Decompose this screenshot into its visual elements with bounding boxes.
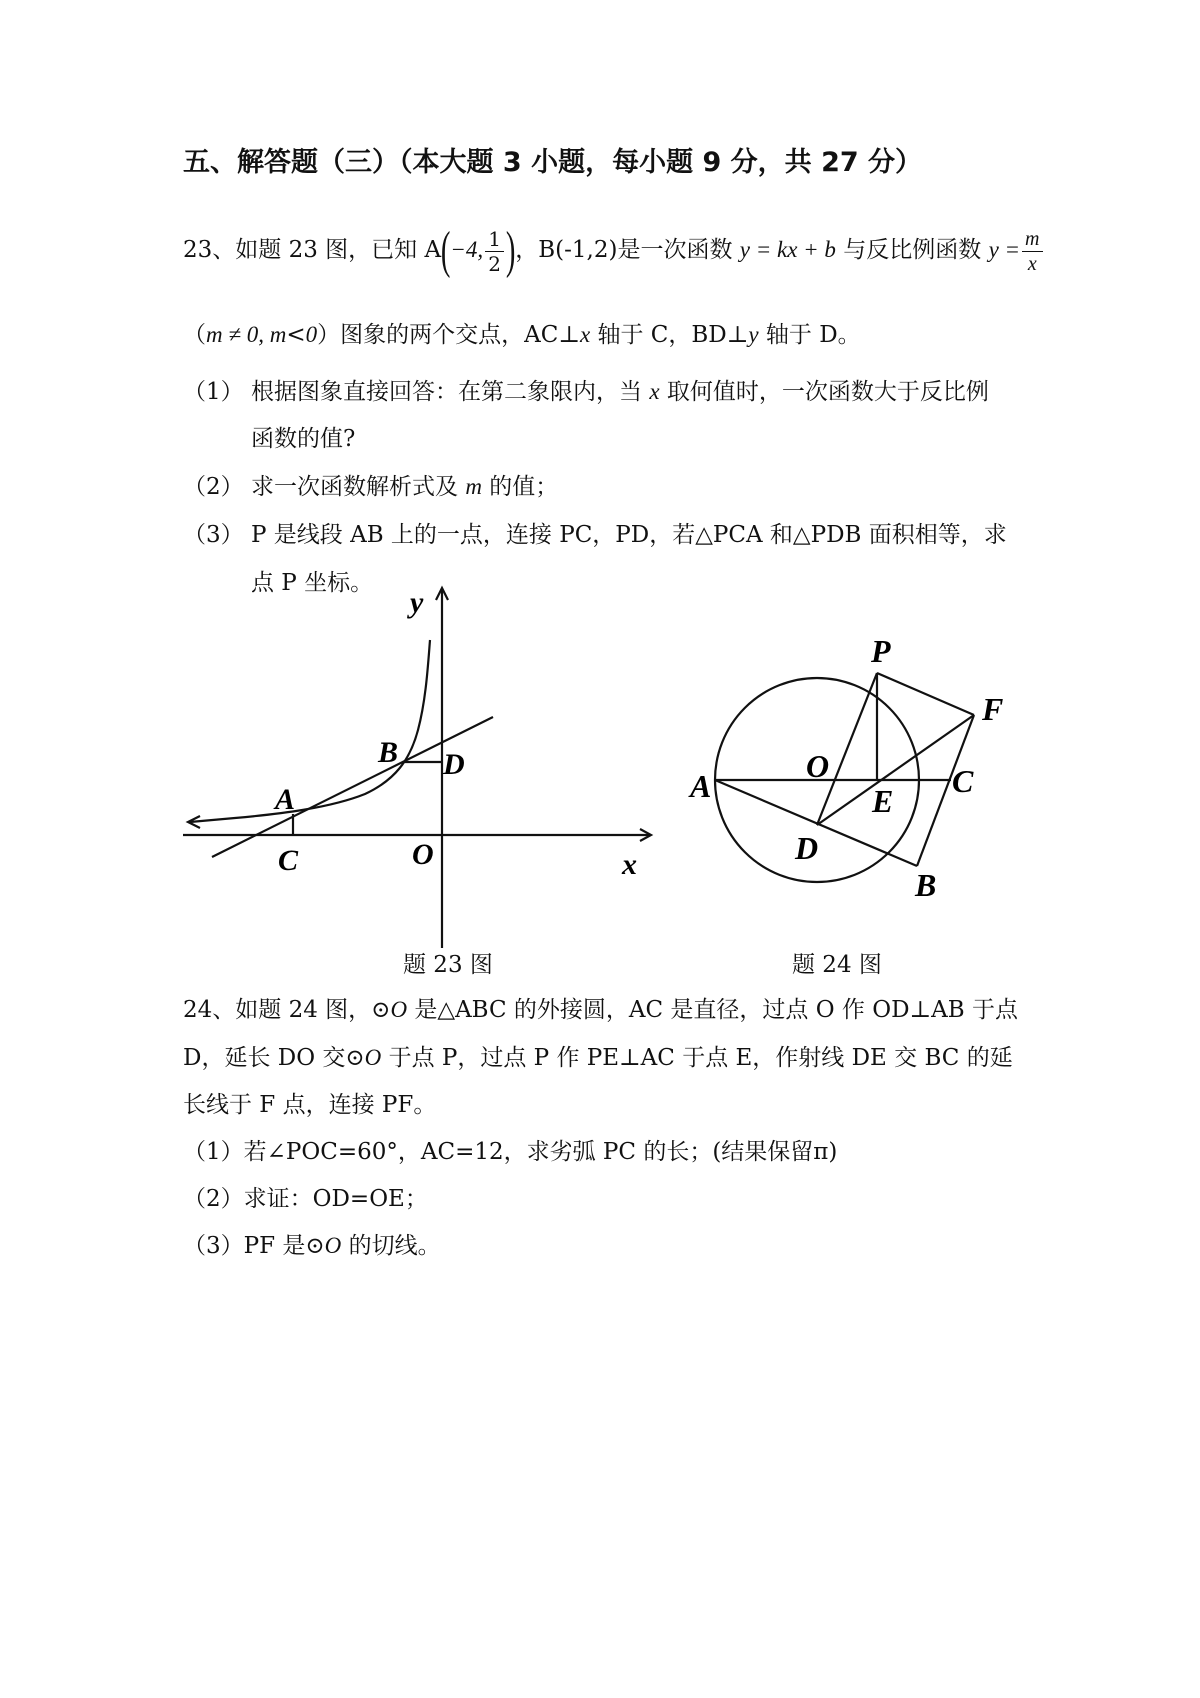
part2-text-a: 求一次函数解析式及 — [251, 474, 458, 500]
part1-text-b: 取何值时，一次函数大于反比例 — [666, 379, 989, 405]
part2-m: m — [465, 474, 482, 499]
label-a2: A — [690, 768, 712, 804]
fig23-caption: 题 23 图 — [403, 952, 493, 978]
cond-zero: 0 — [305, 322, 318, 347]
q23-part1-cont: 函数的值? — [251, 426, 356, 452]
paren-close: ) — [505, 222, 516, 279]
label-c: C — [278, 844, 299, 877]
label-f: F — [982, 691, 1004, 727]
q24-stem-line1 — [183, 995, 1018, 1025]
q24-l2-a: D，延长 DO 交⊙ — [183, 1045, 365, 1071]
point-a-x: −4, — [450, 237, 484, 262]
cond-x: x — [579, 322, 591, 347]
q24-l1-a: 24、如题 24 图，⊙ — [183, 997, 391, 1023]
part3-text-a: P 是线段 AB 上的一点，连接 PC，PD，若△PCA 和△PDB 面积相等，求 — [251, 522, 1007, 548]
q23-intro-c: 与反比例函数 — [843, 237, 982, 263]
label-c2: C — [952, 763, 974, 799]
q24-l2-o: O — [364, 1045, 382, 1070]
q23-part3-cont: 点 P 坐标。 — [251, 570, 374, 596]
q24-s3-a: （3）PF 是⊙ — [183, 1233, 325, 1259]
cond-rest3: 轴于 D。 — [765, 322, 861, 348]
segment-pf — [877, 673, 974, 715]
a-y-denominator: 2 — [488, 251, 501, 276]
label-b: B — [378, 736, 399, 769]
inverse-numerator: m — [1022, 227, 1042, 252]
section-title: 五、解答题（三）（本大题 3 小题，每小题 9 分，共 27 分） — [183, 147, 923, 178]
label-b2: B — [915, 867, 937, 903]
part-number: （3） — [183, 522, 244, 548]
q24-sub1: （1）若∠POC=60°，AC=12，求劣弧 PC 的长；(结果保留π) — [183, 1139, 838, 1165]
ray-df — [817, 715, 974, 825]
q23-intro-a: 23、如题 23 图，已知 A — [183, 237, 442, 263]
a-y-numerator: 1 — [485, 227, 504, 252]
label-o: O — [412, 838, 434, 871]
q24-l2-b: 于点 P，过点 P 作 PE⊥AC 于点 E，作射线 DE 交 BC 的延 — [388, 1045, 1013, 1071]
cond-rest: ）图象的两个交点，AC⊥ — [317, 322, 580, 348]
label-o2: O — [806, 748, 830, 784]
part-number: （1） — [183, 379, 244, 405]
q24-sub2: （2）求证：OD=OE； — [183, 1186, 428, 1212]
label-p: P — [871, 633, 891, 669]
part-number: （2） — [183, 474, 244, 500]
part2-text-b: 的值； — [489, 474, 559, 500]
cond-lt: < — [286, 322, 306, 348]
q24-stem-line2 — [183, 1043, 1013, 1073]
label-x: x — [622, 848, 637, 881]
linear-function-eq: y = kx + b — [739, 237, 836, 262]
part1-text-a: 根据图象直接回答：在第二象限内，当 — [251, 379, 642, 405]
q24-s3-o: O — [324, 1233, 342, 1258]
q24-l1-o: O — [390, 997, 408, 1022]
part1-x: x — [649, 379, 660, 404]
label-y: y — [410, 586, 424, 619]
label-e: E — [872, 783, 894, 819]
inverse-denominator: x — [1027, 252, 1037, 275]
q24-l1-b: 是△ABC 的外接圆，AC 是直径，过点 O 作 OD⊥AB 于点 — [414, 997, 1018, 1023]
cond-open: （ — [183, 322, 206, 348]
q24-sub3 — [183, 1231, 441, 1261]
inverse-curve — [190, 640, 430, 822]
label-d: D — [443, 748, 465, 781]
condition-m: m ≠ 0, m — [206, 322, 287, 347]
cond-y: y — [748, 322, 759, 347]
q23-intro-b: ，B(-1,2)是一次函数 — [515, 237, 733, 263]
cond-rest2: 轴于 C，BD⊥ — [597, 322, 749, 348]
inverse-function-lhs: y = — [988, 237, 1021, 262]
label-a: A — [275, 783, 296, 816]
label-d2: D — [795, 830, 819, 866]
q24-stem-line3: 长线于 F 点，连接 PF。 — [183, 1092, 437, 1118]
q24-s3-b: 的切线。 — [348, 1233, 441, 1259]
fig24-caption: 题 24 图 — [792, 952, 882, 978]
paren-open: ( — [440, 222, 451, 279]
